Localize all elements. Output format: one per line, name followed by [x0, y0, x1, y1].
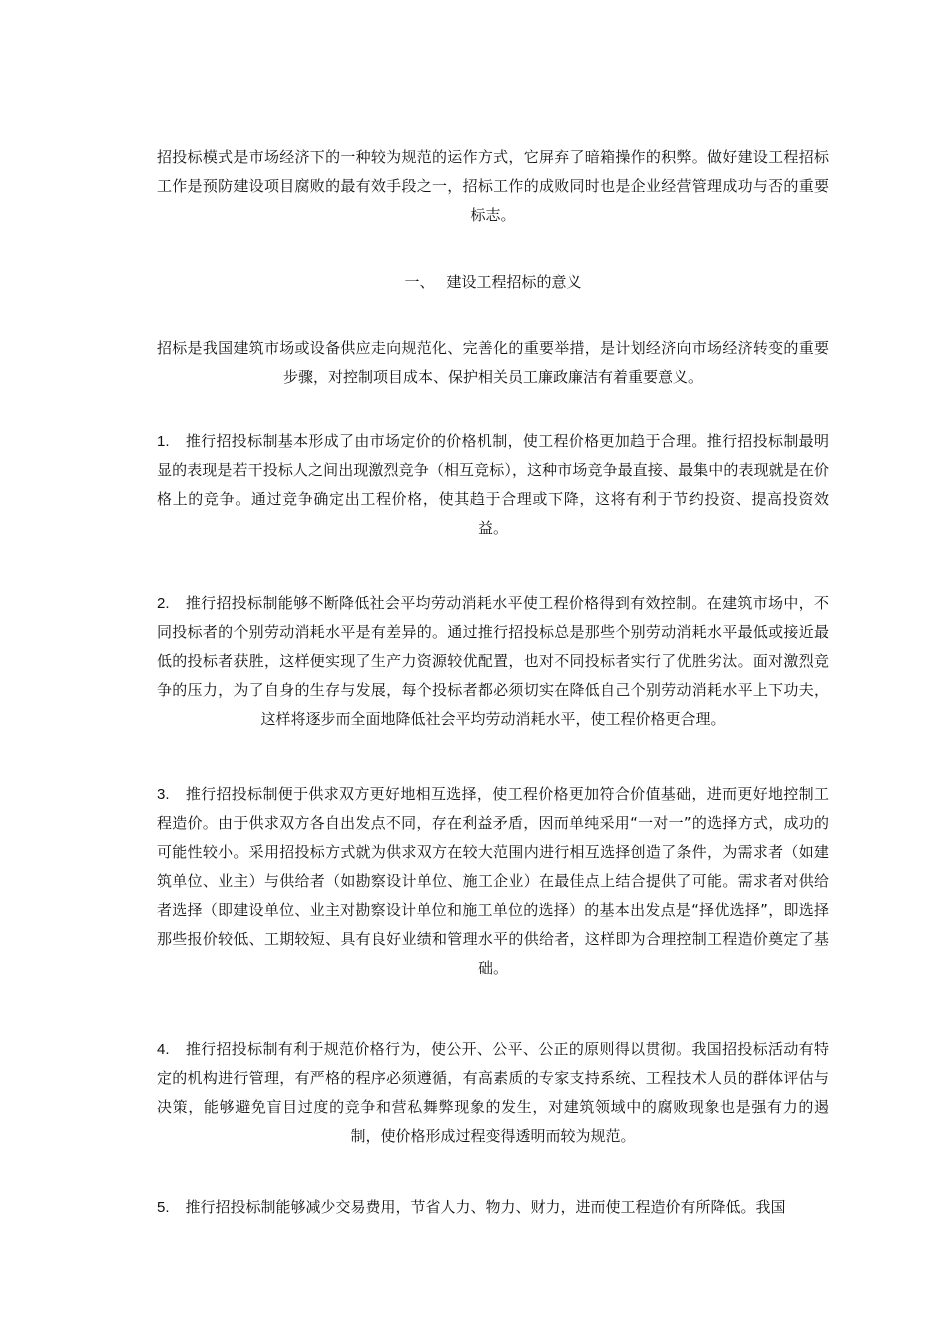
list-item	[157, 589, 829, 734]
list-item	[157, 780, 829, 983]
section-heading-title: 建设工程招标的意义	[446, 273, 582, 291]
section-heading	[157, 268, 829, 297]
section-heading-number: 一、	[404, 273, 435, 291]
list-item	[157, 427, 829, 543]
list-item	[157, 1035, 829, 1151]
list-item-text: 推行招投标制有利于规范价格行为，使公开、公平、公正的原则得以贯彻。我国招投标活动有特定的机构进行管理，有严格的程序必须遵循，有高素质的专家支持系统、工程技术人员的群体评估与决策，能够避免盲目过度的竞争和营私舞弊现象的发生，对建筑领域中的腐败现象也是强有力的遏制，使价格形成过程变得透明而较为规范。	[157, 1040, 829, 1145]
list-item-number: 2.	[157, 595, 170, 612]
list-item-text: 推行招投标制能够不断降低社会平均劳动消耗水平使工程价格得到有效控制。在建筑市场中，不同投标者的个别劳动消耗水平是有差异的。通过推行招投标总是那些个别劳动消耗水平最低或接近最低的投标者获胜，这样便实现了生产力资源较优配置，也对不同投标者实行了优胜劣汰。面对激烈竞争的压力，为了自身的生存与发展，每个投标者都必须切实在降低自己个别劳动消耗水平上下功夫，这样将逐步而全面地降低社会平均劳动消耗水平，使工程价格更合理。	[157, 594, 829, 728]
list-item-number: 4.	[157, 1041, 170, 1058]
list-item	[157, 1193, 829, 1222]
list-item-text: 推行招投标制能够减少交易费用，节省人力、物力、财力，进而使工程造价有所降低。我国	[185, 1198, 786, 1216]
list-item-number: 3.	[157, 786, 170, 803]
intro-paragraph: 招投标模式是市场经济下的一种较为规范的运作方式，它屏弃了暗箱操作的积弊。做好建设工程招标工作是预防建设项目腐败的最有效手段之一，招标工作的成败同时也是企业经营管理成功与否的重要标志。	[157, 148, 829, 224]
list-item-text: 推行招投标制便于供求双方更好地相互选择，使工程价格更加符合价值基础，进而更好地控制工程造价。由于供求双方各自出发点不同，存在利益矛盾，因而单纯采用“一对一”的选择方式，成功的可能性较小。采用招投标方式就为供求双方在较大范围内进行相互选择创造了条件，为需求者（如建筑单位、业主）与供给者（如勘察设计单位、施工企业）在最佳点上结合提供了可能。需求者对供给者选择（即建设单位、业主对勘察设计单位和施工单位的选择）的基本出发点是“择优选择”，即选择那些报价较低、工期较短、具有良好业绩和管理水平的供给者，这样即为合理控制工程造价奠定了基础。	[157, 785, 829, 977]
list-item-text: 推行招投标制基本形成了由市场定价的价格机制，使工程价格更加趋于合理。推行招投标制最明显的表现是若干投标人之间出现激烈竞争（相互竞标），这种市场竞争最直接、最集中的表现就是在价格上的竞争。通过竞争确定出工程价格，使其趋于合理或下降，这将有利于节约投资、提高投资效益。	[157, 432, 829, 537]
section-intro-paragraph: 招标是我国建筑市场或设备供应走向规范化、完善化的重要举措，是计划经济向市场经济转变的重要步骤，对控制项目成本、保护相关员工廉政廉洁有着重要意义。	[157, 339, 829, 386]
list-item-number: 5.	[157, 1199, 170, 1216]
list-item-number: 1.	[157, 433, 170, 450]
